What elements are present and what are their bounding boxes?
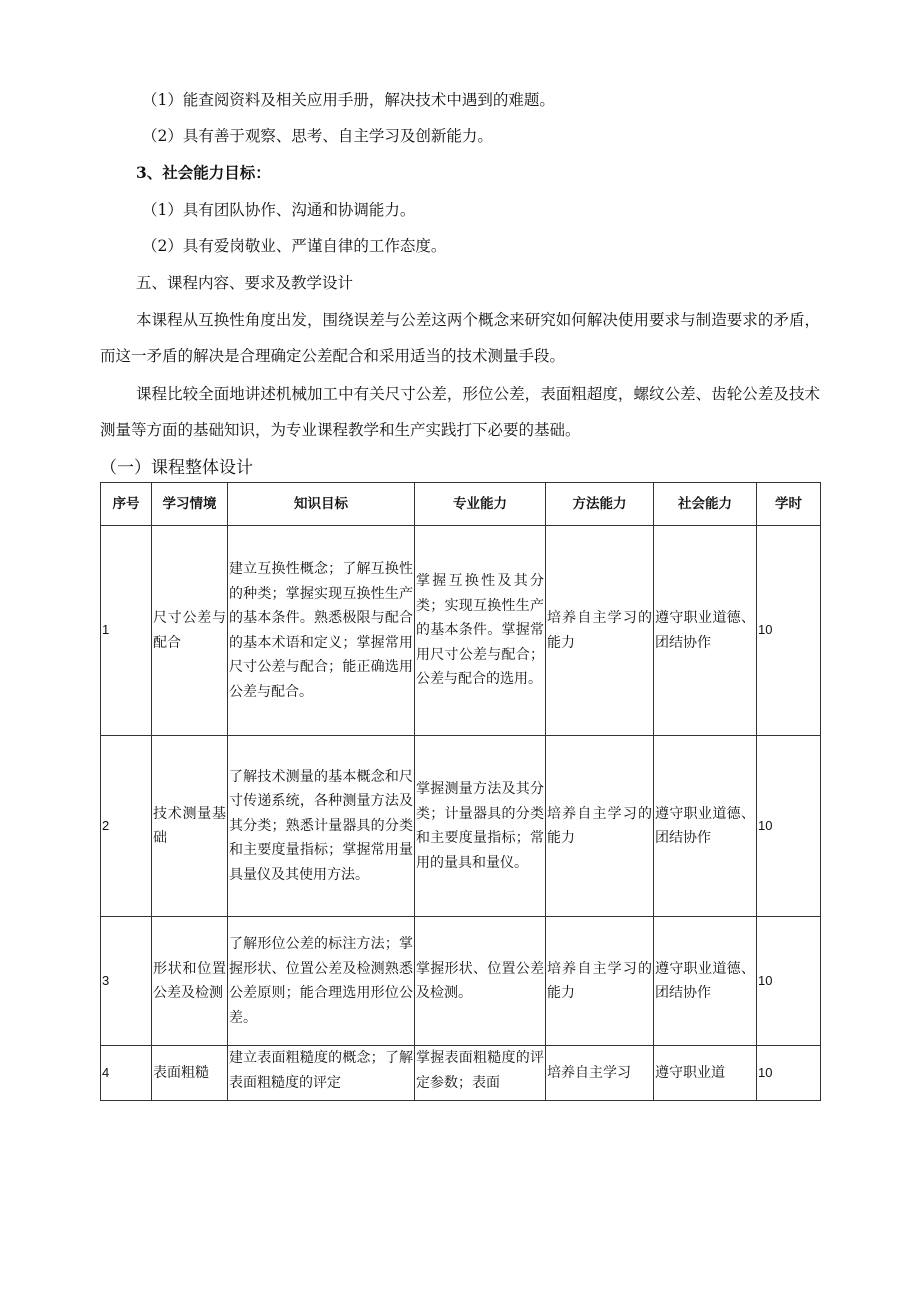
header-knowledge: 知识目标 [228,483,415,526]
cell-social: 遵守职业道德、团结协作 [654,736,757,917]
cell-no: 1 [101,526,152,736]
table-row [101,526,821,736]
cell-hours: 10 [757,526,821,736]
table-header-row [101,483,821,526]
cell-professional: 掌握形状、位置公差及检测。 [415,917,546,1046]
cell-method: 培养自主学习 [546,1046,654,1101]
cell-method: 培养自主学习的能力 [546,526,654,736]
table-row [101,736,821,917]
cell-knowledge: 建立表面粗糙度的概念；了解表面粗糙度的评定 [228,1046,415,1101]
ability-item-1: （1）能查阅资料及相关应用手册，解决技术中遇到的难题。 [142,91,555,109]
header-hours: 学时 [757,483,821,526]
table-row [101,917,821,1046]
cell-method: 培养自主学习的能力 [546,736,654,917]
social-ability-heading: 3、社会能力目标： [136,163,271,182]
cell-knowledge: 建立互换性概念；了解互换性的种类；掌握实现互换性生产的基本条件。熟悉极限与配合的基本术语和定义；掌握常用尺寸公差与配合；能正确选用公差与配合。 [228,526,415,736]
section-heading: 五、课程内容、要求及教学设计 [136,274,354,292]
social-item-2: （2）具有爱岗敬业、严谨自律的工作态度。 [142,237,447,255]
paragraph-content: 课程比较全面地讲述机械加工中有关尺寸公差，形位公差，表面粗超度，螺纹公差、齿轮公差及技术测量等方面的基础知识，为专业课程教学和生产实践打下必要的基础。 [100,385,820,439]
cell-scenario: 表面粗糙 [152,1046,228,1101]
cell-method: 培养自主学习的能力 [546,917,654,1046]
cell-no: 3 [101,917,152,1046]
table-row [101,1046,821,1101]
cell-no: 2 [101,736,152,917]
paragraph-intro: 本课程从互换性角度出发，围绕误差与公差这两个概念来研究如何解决使用要求与制造要求的矛盾，而这一矛盾的解决是合理确定公差配合和采用适当的技术测量手段。 [100,311,820,365]
cell-scenario: 技术测量基础 [152,736,228,917]
cell-professional: 掌握互换性及其分类；实现互换性生产的基本条件。掌握常用尺寸公差与配合；公差与配合的选用。 [415,526,546,736]
cell-social: 遵守职业道德、团结协作 [654,526,757,736]
course-design-table [100,482,821,1101]
cell-knowledge: 了解形位公差的标注方法；掌握形状、位置公差及检测熟悉公差原则；能合理选用形位公差。 [228,917,415,1046]
header-method: 方法能力 [546,483,654,526]
social-item-1: （1）具有团队协作、沟通和协调能力。 [142,201,416,219]
cell-knowledge: 了解技术测量的基本概念和尺寸传递系统，各种测量方法及其分类；熟悉计量器具的分类和主要度量指标；掌握常用量具量仪及其使用方法。 [228,736,415,917]
header-social: 社会能力 [654,483,757,526]
table-caption: （一）课程整体设计 [100,458,253,478]
header-professional: 专业能力 [415,483,546,526]
cell-social: 遵守职业道德、团结协作 [654,917,757,1046]
header-scenario: 学习情境 [152,483,228,526]
cell-social: 遵守职业道 [654,1046,757,1101]
header-no: 序号 [101,483,152,526]
cell-scenario: 形状和位置公差及检测 [152,917,228,1046]
cell-hours: 10 [757,736,821,917]
cell-hours: 10 [757,1046,821,1101]
cell-hours: 10 [757,917,821,1046]
cell-professional: 掌握测量方法及其分类；计量器具的分类和主要度量指标；常用的量具和量仪。 [415,736,546,917]
cell-no: 4 [101,1046,152,1101]
ability-item-2: （2）具有善于观察、思考、自主学习及创新能力。 [142,127,493,145]
cell-scenario: 尺寸公差与配合 [152,526,228,736]
cell-professional: 掌握表面粗糙度的评定参数；表面 [415,1046,546,1101]
